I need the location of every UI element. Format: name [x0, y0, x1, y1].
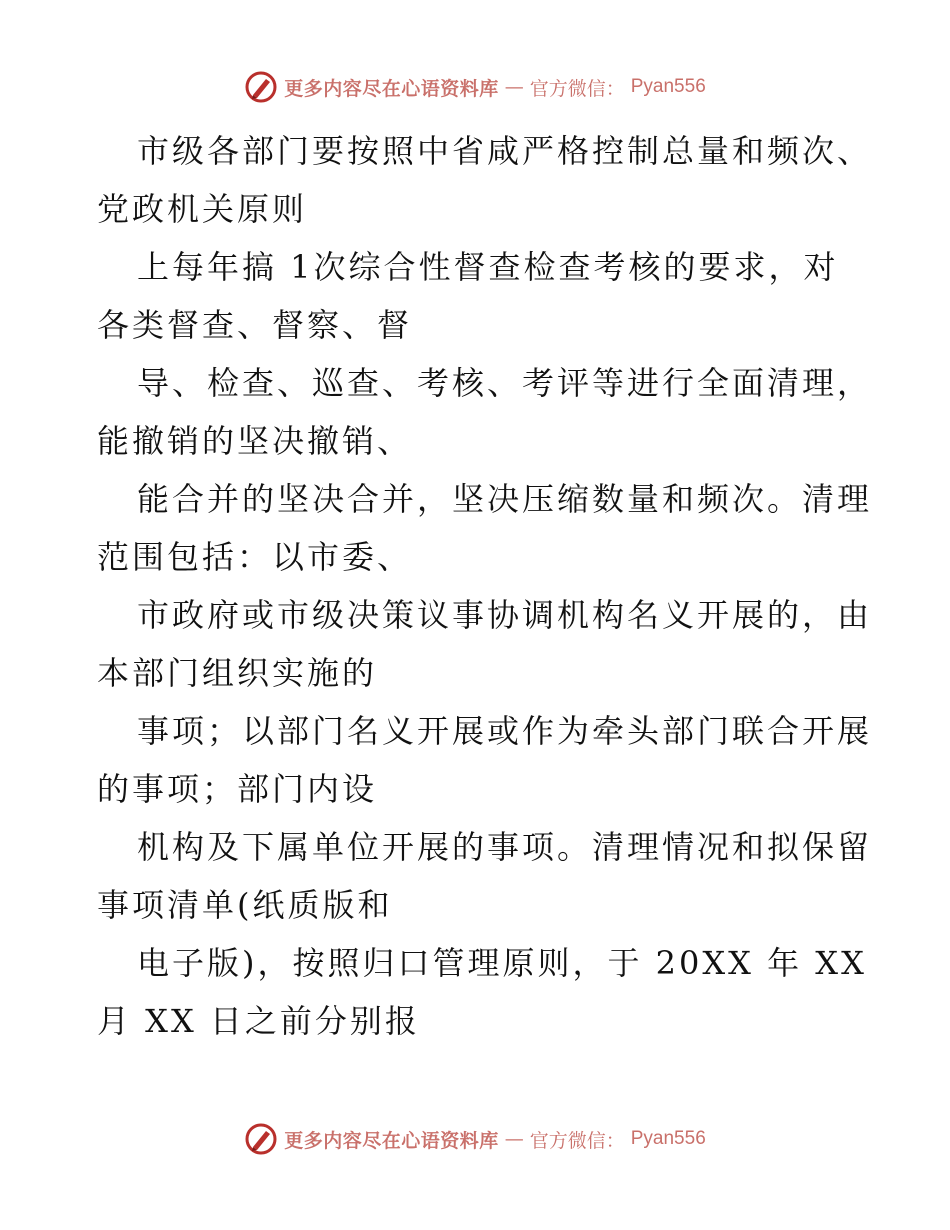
banner-sub-text: 官方微信： — [529, 1129, 625, 1152]
banner-separator: — — [504, 1128, 524, 1150]
pen-circle-logo-icon — [244, 1122, 278, 1156]
banner-wechat-id: Pyan556 — [630, 1128, 706, 1149]
footer-banner — [0, 1122, 950, 1156]
body-line: 各类督查、督察、督 — [97, 306, 413, 344]
body-line: 党政机关原则 — [97, 190, 308, 228]
body-line: 市政府或市级决策议事协调机构名义开展的，由 — [137, 596, 873, 634]
body-line: 上每年搞 1次综合性督查检查考核的要求，对 — [137, 248, 839, 286]
body-line: 能合并的坚决合并，坚决压缩数量和频次。清理 — [137, 480, 873, 518]
banner-separator: — — [504, 76, 524, 98]
body-line: 的事项；部门内设 — [97, 770, 378, 808]
body-line: 事项；以部门名义开展或作为牵头部门联合开展 — [137, 712, 873, 750]
body-line: 能撤销的坚决撤销、 — [97, 422, 413, 460]
body-line: 机构及下属单位开展的事项。清理情况和拟保留 — [137, 828, 873, 866]
banner-wechat-id: Pyan556 — [630, 76, 706, 97]
document-body — [97, 122, 877, 1050]
header-banner — [0, 70, 950, 104]
body-line: 导、检查、巡查、考核、考评等进行全面清理， — [137, 364, 873, 402]
body-line: 本部门组织实施的 — [97, 654, 378, 692]
body-line: 范围包括：以市委、 — [97, 538, 413, 576]
body-line: 月 XX 日之前分别报 — [97, 1002, 420, 1040]
banner-main-text: 更多内容尽在心语资料库 — [284, 77, 499, 100]
banner-main-text: 更多内容尽在心语资料库 — [284, 1129, 499, 1152]
body-line: 电子版)，按照归口管理原则，于 20XX 年 XX — [137, 944, 867, 982]
banner-sub-text: 官方微信： — [529, 77, 625, 100]
body-line: 市级各部门要按照中省咸严格控制总量和频次、 — [137, 132, 873, 170]
pen-circle-logo-icon — [244, 70, 278, 104]
body-line: 事项清单(纸质版和 — [97, 886, 393, 924]
